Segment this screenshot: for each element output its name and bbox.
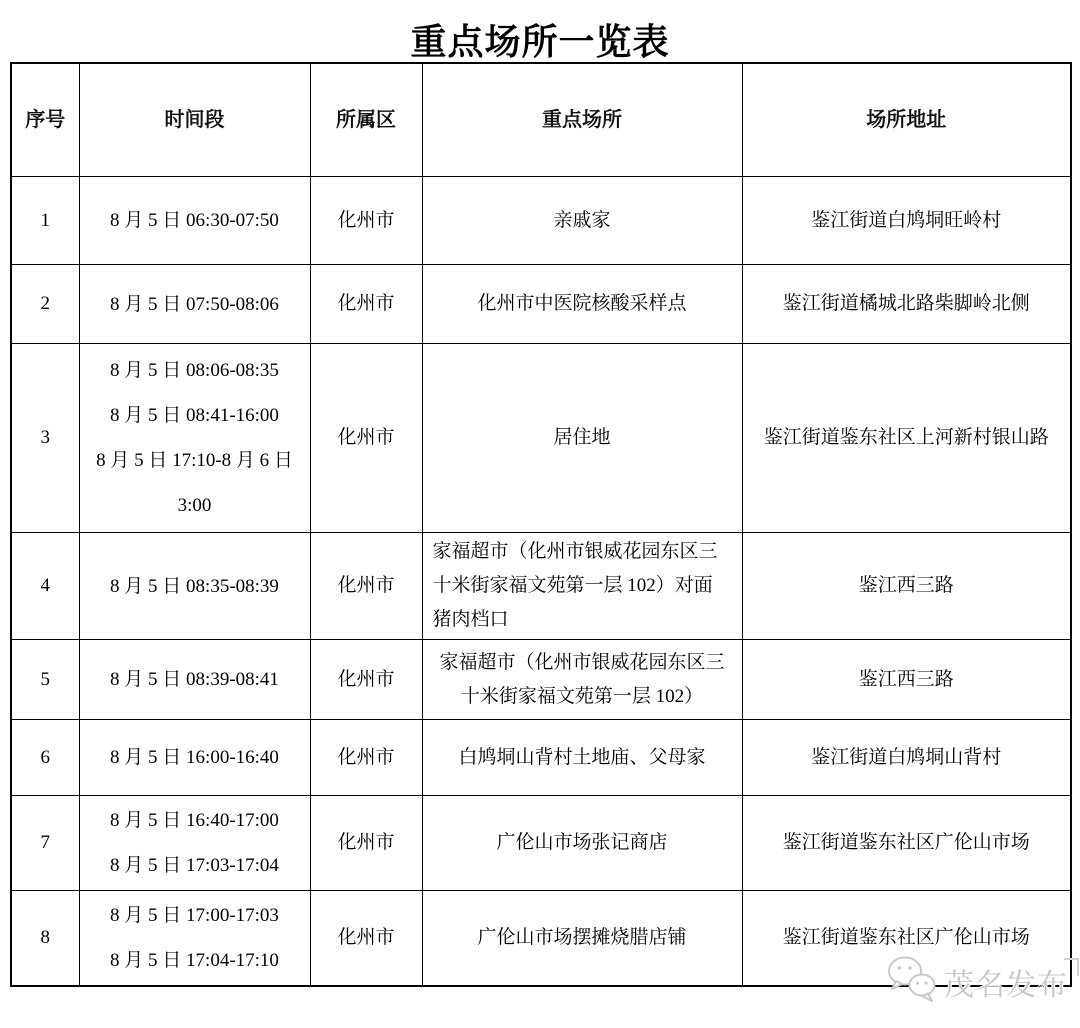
row-number-cell: 3 xyxy=(11,344,79,533)
place-line: 家福超市（化州市银威花园东区三 xyxy=(432,541,718,562)
table-row xyxy=(11,640,1071,720)
district-cell: 化州市 xyxy=(310,177,422,265)
textbox-corner-mark xyxy=(1064,958,1079,976)
district-cell: 化州市 xyxy=(310,891,422,987)
time-period-cell xyxy=(79,640,310,720)
column-header-2: 所属区 xyxy=(310,63,422,177)
district-cell: 化州市 xyxy=(310,344,422,533)
column-header-4: 场所地址 xyxy=(742,63,1071,177)
time-line: 8 月 5 日 08:35-08:39 xyxy=(110,575,279,597)
table-row xyxy=(11,177,1071,265)
district-cell: 化州市 xyxy=(310,533,422,640)
place-line: 十米街家福文苑第一层 102）对面 xyxy=(432,575,713,596)
time-line: 8 月 5 日 17:00-17:03 xyxy=(110,905,279,926)
time-line: 8 月 5 日 16:40-17:00 xyxy=(110,810,279,831)
key-place-cell xyxy=(422,533,742,640)
watermark xyxy=(886,954,1068,1009)
time-period-cell xyxy=(79,796,310,891)
address-cell: 鉴江街道橘城北路柴脚岭北侧 xyxy=(742,265,1071,344)
address-cell: 鉴江西三路 xyxy=(742,533,1071,640)
place-line: 居住地 xyxy=(553,427,611,448)
time-period-cell xyxy=(79,177,310,265)
address-cell: 鉴江街道鉴东社区上河新村银山路 xyxy=(742,344,1071,533)
wechat-logo-icon xyxy=(886,954,938,1009)
district-cell: 化州市 xyxy=(310,265,422,344)
place-line: 猪肉档口 xyxy=(432,609,509,630)
table-body xyxy=(11,177,1071,987)
table-row xyxy=(11,344,1071,533)
watermark-text: 茂名发布 xyxy=(944,968,1068,1002)
time-period-cell xyxy=(79,720,310,796)
place-line: 化州市中医院核酸采样点 xyxy=(477,293,687,314)
row-number-cell: 7 xyxy=(11,796,79,891)
address-cell: 鉴江街道鉴东社区广伦山市场 xyxy=(742,796,1071,891)
table-header-row xyxy=(11,63,1071,177)
address-cell: 鉴江街道鉴东社区广伦山市场 xyxy=(742,891,1071,987)
time-line: 8 月 5 日 08:39-08:41 xyxy=(110,669,279,690)
row-number-cell: 5 xyxy=(11,640,79,720)
row-number-cell: 4 xyxy=(11,533,79,640)
key-place-cell xyxy=(422,344,742,533)
time-line: 8 月 5 日 07:50-08:06 xyxy=(110,293,279,315)
time-period-cell xyxy=(79,533,310,640)
row-number-cell: 1 xyxy=(11,177,79,265)
table-row xyxy=(11,720,1071,796)
table-row xyxy=(11,265,1071,344)
key-place-cell xyxy=(422,265,742,344)
place-line: 广伦山市场摆摊烧腊店铺 xyxy=(477,927,687,948)
table-row xyxy=(11,533,1071,640)
place-line: 家福超市（化州市银威花园东区三 xyxy=(439,651,725,673)
key-place-cell xyxy=(422,640,742,720)
time-period-cell xyxy=(79,344,310,533)
district-cell: 化州市 xyxy=(310,720,422,796)
address-cell: 鉴江街道白鸠垌旺岭村 xyxy=(742,177,1071,265)
address-cell: 鉴江西三路 xyxy=(742,640,1071,720)
page-title: 重点场所一览表 xyxy=(410,22,670,62)
row-number-cell: 8 xyxy=(11,891,79,987)
column-header-0: 序号 xyxy=(11,63,79,177)
time-period-cell xyxy=(79,265,310,344)
time-line: 8 月 5 日 08:41-16:00 xyxy=(110,405,279,426)
district-cell: 化州市 xyxy=(310,796,422,891)
key-place-cell xyxy=(422,796,742,891)
key-places-table xyxy=(10,62,1072,987)
place-line: 白鸠垌山背村土地庙、父母家 xyxy=(458,746,706,768)
column-header-1: 时间段 xyxy=(79,63,310,177)
key-place-cell xyxy=(422,720,742,796)
column-header-3: 重点场所 xyxy=(422,63,742,177)
address-cell: 鉴江街道白鸠垌山背村 xyxy=(742,720,1071,796)
time-line: 8 月 5 日 17:10-8 月 6 日 xyxy=(96,450,293,471)
key-place-cell xyxy=(422,177,742,265)
row-number-cell: 6 xyxy=(11,720,79,796)
district-cell: 化州市 xyxy=(310,640,422,720)
time-line: 3:00 xyxy=(177,495,212,516)
key-place-cell xyxy=(422,891,742,987)
time-line: 8 月 5 日 16:00-16:40 xyxy=(110,747,279,768)
place-line: 十米街家福文苑第一层 102） xyxy=(460,685,704,707)
table-row xyxy=(11,796,1071,891)
time-line: 8 月 5 日 08:06-08:35 xyxy=(110,360,279,381)
row-number-cell: 2 xyxy=(11,265,79,344)
time-line: 8 月 5 日 06:30-07:50 xyxy=(110,210,279,231)
place-line: 广伦山市场张记商店 xyxy=(496,832,668,853)
time-line: 8 月 5 日 17:03-17:04 xyxy=(110,855,279,876)
time-period-cell xyxy=(79,891,310,987)
time-line: 8 月 5 日 17:04-17:10 xyxy=(110,950,279,971)
place-line: 亲戚家 xyxy=(553,209,611,231)
